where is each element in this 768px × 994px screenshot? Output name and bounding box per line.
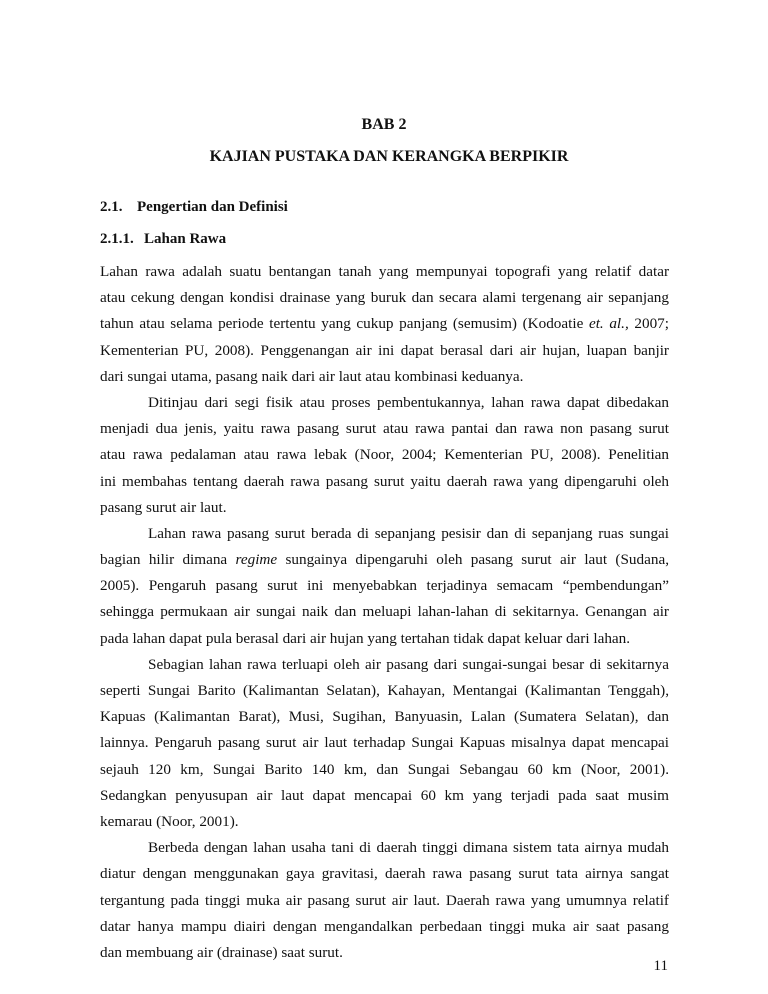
text-segment: atau rawa pedalaman atau rawa lebak (Noor, 2004; Kementerian PU, 2008). Penelitian: [100, 446, 669, 464]
text-line: [100, 861, 669, 887]
text-segment: dari sungai utama, pasang naik dari air laut atau kombinasi keduanya.: [100, 367, 524, 385]
page-number: 11: [653, 958, 668, 974]
text-line: [100, 259, 669, 285]
text-segment: datar hanya mampu diairi dengan mengandalkan perbedaan tinggi muka air saat pasang: [100, 917, 669, 935]
text-segment: Kementerian PU, 2008). Penggenangan air ini dapat berasal dari air hujan, luapan banjir: [100, 341, 669, 359]
text-line: [100, 442, 669, 468]
text-segment: Berbeda dengan lahan usaha tani di daerah tinggi dimana sistem tata airnya mudah: [148, 839, 669, 857]
text-line: [100, 338, 669, 364]
text-segment: sehingga permukaan air sungai naik dan meluapi lahan-lahan di sekitarnya. Genangan air: [100, 603, 669, 621]
text-line: [100, 285, 669, 311]
text-line: [100, 599, 669, 625]
text-segment: bagian hilir dimana: [100, 551, 236, 569]
text-segment: menjadi dua jenis, yaitu rawa pasang surut atau rawa pantai dan rawa non pasang surut: [100, 420, 669, 438]
text-line: [100, 704, 669, 730]
text-line: [100, 652, 669, 678]
subsection-title: Lahan Rawa: [144, 231, 227, 247]
text-segment: Sedangkan penyusupan air laut dapat mencapai 60 km yang terjadi pada saat musim: [100, 786, 669, 804]
paragraph: [100, 259, 669, 390]
text-segment: seperti Sungai Barito (Kalimantan Selatan), Kahayan, Mentangai (Kalimantan Tenggah),: [100, 682, 669, 699]
chapter-number: BAB 2: [361, 116, 407, 133]
text-line: [100, 311, 669, 337]
text-segment: tergantung pada tinggi muka air pasang surut air laut. Daerah rawa yang umumnya relatif: [100, 891, 669, 909]
text-line: [100, 783, 669, 809]
text-segment: dan membuang air (drainase) saat surut.: [100, 943, 343, 961]
subsection-number: 2.1.1.: [100, 231, 134, 247]
text-line: [100, 573, 669, 599]
text-segment: Ditinjau dari segi fisik atau proses pembentukannya, lahan rawa dapat dibedakan: [148, 393, 669, 411]
text-segment: Kapuas (Kalimantan Barat), Musi, Sugihan, Banyuasin, Lalan (Sumatera Selatan), dan: [100, 708, 669, 726]
section-number: 2.1.: [100, 199, 123, 215]
text-segment: kemarau (Noor, 2001).: [100, 812, 239, 830]
text-line: [100, 914, 669, 940]
text-line: [100, 940, 669, 966]
italic-text: regime: [235, 551, 278, 569]
text-line: [100, 730, 669, 756]
text-segment: sejauh 120 km, Sungai Barito 140 km, dan Sungai Sebangau 60 km (Noor, 2001).: [100, 760, 669, 778]
paragraph: [100, 835, 669, 966]
text-segment: pasang surut air laut.: [100, 498, 227, 516]
paragraph: [100, 652, 669, 835]
text-line: [100, 757, 669, 783]
text-line: [100, 495, 669, 521]
paragraph: [100, 390, 669, 521]
text-segment: Lahan rawa pasang surut berada di sepanjang pesisir dan di sepanjang ruas sungai: [148, 524, 669, 542]
text-segment: 2005). Pengaruh pasang surut ini menyebabkan terjadinya semacam “pembendungan”: [100, 577, 669, 595]
text-segment: atau cekung dengan kondisi drainase yang buruk dan secara alami tergenang air sepanjang: [100, 289, 669, 307]
chapter-title: KAJIAN PUSTAKA DAN KERANGKA BERPIKIR: [209, 148, 569, 165]
text-segment: Lahan rawa adalah suatu bentangan tanah yang mempunyai topografi yang relatif datar: [100, 263, 669, 280]
text-segment: pada lahan dapat pula berasal dari air hujan yang tertahan tidak dapat keluar dari lahan.: [100, 629, 631, 647]
text-segment: tahun atau selama periode tertentu yang cukup panjang (semusim) (Kodoatie: [100, 315, 589, 333]
text-line: [100, 416, 669, 442]
text-segment: Sebagian lahan rawa terluapi oleh air pasang dari sungai-sungai besar di sekitarnya: [148, 655, 669, 673]
section-title: Pengertian dan Definisi: [137, 199, 288, 215]
text-line: [100, 390, 669, 416]
text-segment: ini membahas tentang daerah rawa pasang surut yaitu daerah rawa yang dipengaruhi oleh: [100, 472, 669, 490]
text-line: [100, 809, 669, 835]
text-segment: lainnya. Pengaruh pasang surut air laut terhadap Sungai Kapuas misalnya dapat mencapai: [100, 734, 669, 752]
text-line: [100, 469, 669, 495]
subsection-heading: [100, 231, 226, 248]
text-line: [100, 888, 669, 914]
text-segment: diatur dengan menggunakan gaya gravitasi, daerah rawa pasang surut tata airnya sangat: [100, 865, 669, 883]
paragraph: [100, 521, 669, 652]
text-line: [100, 835, 669, 861]
italic-text: et. al.,: [588, 315, 629, 333]
text-line: [100, 521, 669, 547]
section-heading: [100, 199, 288, 216]
text-line: [100, 626, 669, 652]
body-text: [100, 259, 669, 966]
text-line: [100, 678, 669, 704]
text-segment: 2007;: [628, 315, 669, 333]
text-line: [100, 364, 669, 390]
text-segment: sungainya dipengaruhi oleh pasang surut air laut (Sudana,: [277, 551, 669, 569]
text-line: [100, 547, 669, 573]
